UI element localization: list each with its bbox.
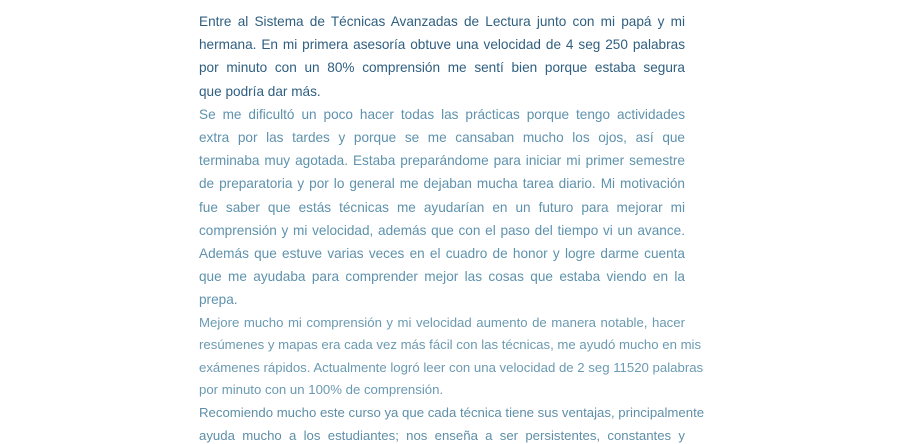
text-line: Recomiendo mucho este curso ya que cada técnica tiene sus ventajas, principalmente [199,405,705,421]
paragraph-1 [199,10,685,103]
text-line: Mejore mucho mi comprensión y mi velocidad aumento de manera notable, hacer [199,314,685,330]
paragraph-3 [199,312,704,402]
text-line: hermana. En mi primera asesoría obtuve una velocidad de 4 seg 250 palabras [199,37,685,53]
text-line: que me ayudaba para comprender mejor las cosas que estaba viendo en la [199,269,685,285]
text-line: resúmenes y mapas era cada vez más fácil con las técnicas, me ayudó mucho en mis [199,337,702,353]
text-line: ayuda mucho a los estudiantes; nos enseña a ser persistentes, constantes y [199,427,685,443]
text-line: por minuto con un 100% de comprensión. [199,382,444,398]
text-line: fue saber que estás técnicas me ayudarían en un futuro para mejorar mi [199,199,685,215]
text-line: Entre al Sistema de Técnicas Avanzadas de Lectura junto con mi papá y mi [199,14,685,29]
text-line: de preparatoria y por lo general me dejaban mucha tarea diario. Mi motivación [199,176,685,192]
text-line: que podría dar más. [199,83,321,99]
text-line: terminaba muy agotada. Estaba preparándome para iniciar mi primer semestre [199,153,685,169]
text-line: exámenes rápidos. Actualmente logró leer con una velocidad de 2 seg 11520 palabras [199,359,704,375]
text-line: comprensión y mi velocidad, además que con el paso del tiempo vi un avance. [199,222,685,238]
text-line: por minuto con un 80% comprensión me sentí bien porque estaba segura [199,60,685,76]
paragraph-2 [199,103,685,312]
text-line: extra por las tardes y porque se me cansaban mucho los ojos, así que [199,130,685,146]
text-line: Además que estuve varias veces en el cuadro de honor y logre darme cuenta [199,246,685,262]
text-line: Se me dificultó un poco hacer todas las prácticas porque tengo actividades [199,106,685,122]
paragraph-4 [199,402,705,444]
document-body [199,10,705,444]
text-line: prepa. [199,292,238,308]
